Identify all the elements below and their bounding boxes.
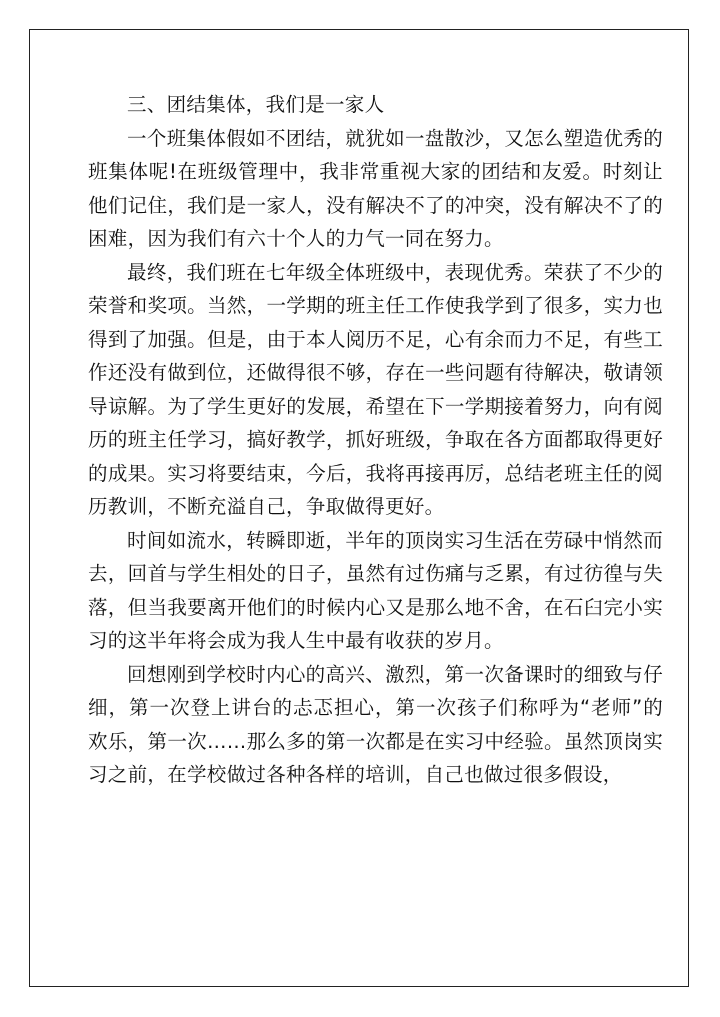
document-body <box>88 88 663 792</box>
section-heading: 三、团结集体，我们是一家人 <box>127 93 385 116</box>
paragraph-time: 时间如流水，转瞬即逝，半年的顶岗实习生活在劳碌中悄然而去，回首与学生相处的日子，虽然有过伤痛与乏累，有过彷徨与失落，但当我要离开他们的时候内心又是那么地不舍，在石臼完小实习的这半年将会成为我人生中最有收获的岁月。 <box>88 528 663 652</box>
paragraph-unity: 一个班集体假如不团结，就犹如一盘散沙，又怎么塑造优秀的班集体呢!在班级管理中，我非常重视大家的团结和友爱。时刻让他们记住，我们是一家人，没有解决不了的冲突，没有解决不了的困难，因为我们有六十个人的力气一同在努力。 <box>88 126 663 250</box>
paragraph-results: 最终，我们班在七年级全体班级中，表现优秀。荣获了不少的荣誉和奖项。当然，一学期的班主任工作使我学到了很多，实力也得到了加强。但是，由于本人阅历不足，心有余而力不足，有些工作还没有做到位，还做得很不够，存在一些问题有待解决，敬请领导谅解。为了学生更好的发展，希望在下一学期接着努力，向有阅历的班主任学习，搞好教学，抓好班级，争取在各方面都取得更好的成果。实习将要结束，今后，我将再接再厉，总结老班主任的阅历教训，不断充溢自己，争取做得更好。 <box>88 260 663 518</box>
paragraph-memories: 回想刚到学校时内心的高兴、激烈，第一次备课时的细致与仔细，第一次登上讲台的忐忑担心，第一次孩子们称呼为“老师”的欢乐，第一次……那么多的第一次都是在实习中经验。虽然顶岗实习之前，在学校做过各种各样的培训，自己也做过很多假设， <box>88 662 663 786</box>
